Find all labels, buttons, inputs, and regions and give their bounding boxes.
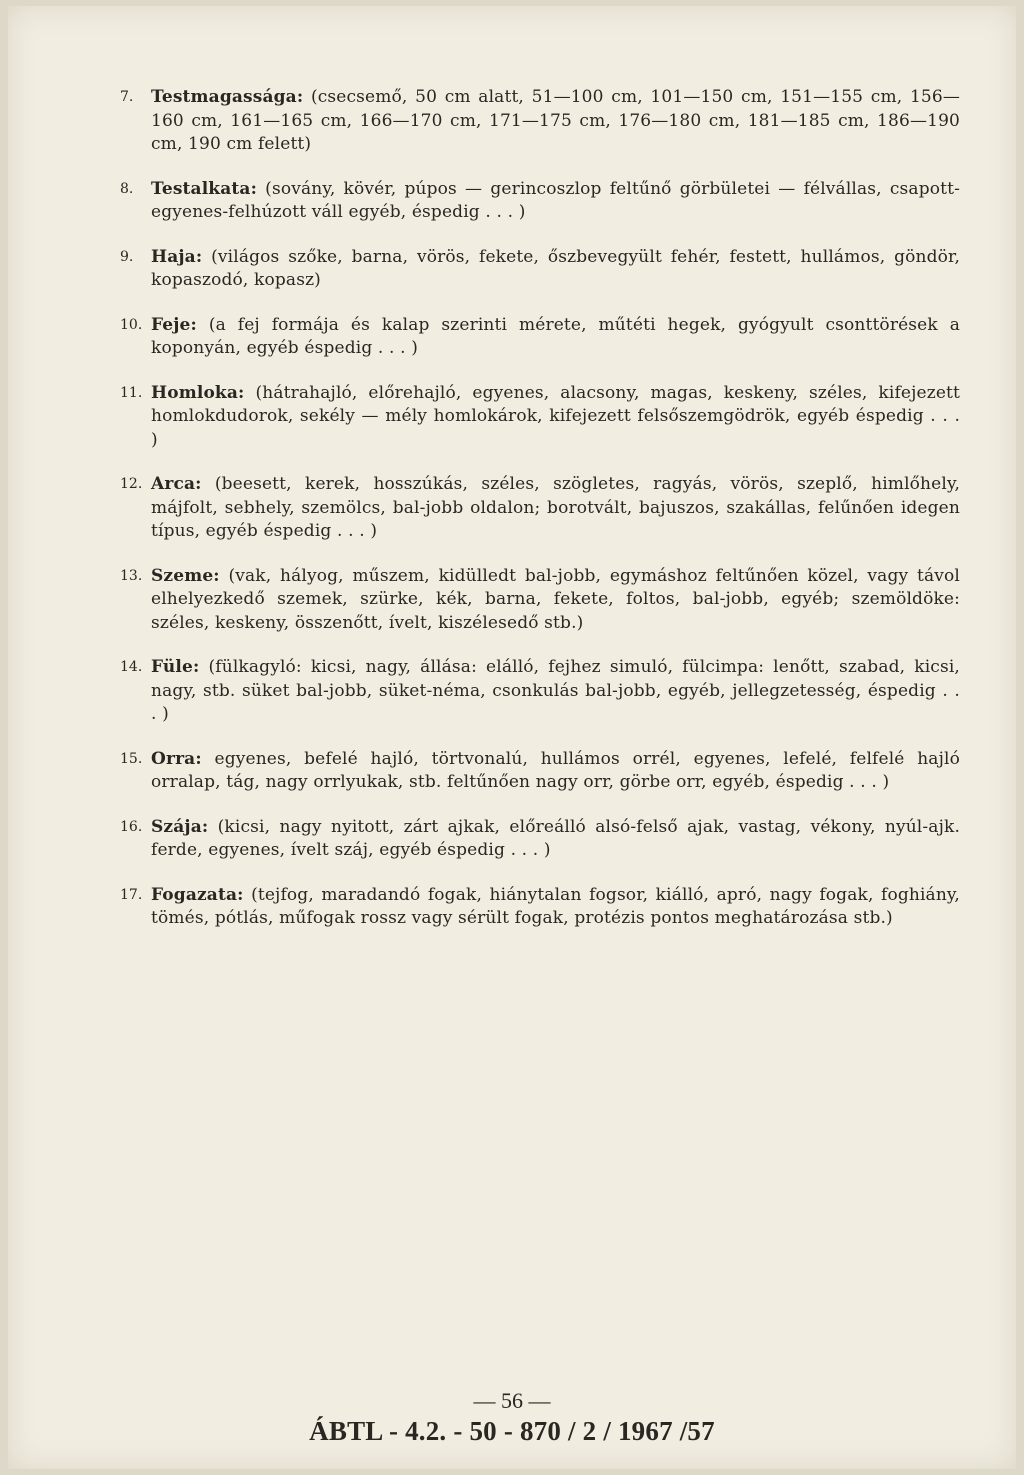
item-number: 15. xyxy=(120,750,143,767)
item-text: egyenes, befelé hajló, törtvonalú, hullámos orrél, egyenes, lefelé, felfelé hajló orralap, tág, nagy orrlyukak, stb. feltűnően nagy orr, görbe orr, egyéb, éspedig . . . ) xyxy=(151,748,960,792)
item-text: (kicsi, nagy nyitott, zárt ajkak, előreálló alsó-felső ajak, vastag, vékony, nyúl-ajk. ferde, egyenes, ívelt száj, egyéb éspedig . . . ) xyxy=(151,816,960,860)
item-label: Füle: xyxy=(151,657,200,677)
list-item xyxy=(120,748,960,795)
list-item xyxy=(120,314,960,361)
list-item xyxy=(120,656,960,727)
list-item xyxy=(120,473,960,544)
item-number: 7. xyxy=(120,89,134,105)
item-label: Testmagassága: xyxy=(151,87,304,107)
list-item xyxy=(120,382,960,453)
item-label: Szeme: xyxy=(151,565,220,586)
archive-reference: ÁBTL - 4.2. - 50 - 870 / 2 / 1967 /57 xyxy=(309,1416,715,1446)
list-item xyxy=(120,884,960,931)
item-number: 16. xyxy=(120,818,143,835)
item-number: 13. xyxy=(120,567,143,584)
item-text: (beesett, kerek, hosszúkás, széles, szögletes, ragyás, vörös, szeplő, himlőhely, májfolt, sebhely, szemölcs, bal-jobb oldalon; borotvált, bajuszos, szakállas, felűnően idegen típus, egyéb éspedig . . . ) xyxy=(151,474,960,541)
item-label: Testalkata: xyxy=(151,178,257,199)
item-text: (hátrahajló, előrehajló, egyenes, alacsony, magas, keskeny, széles, kifejezett homlokdudorok, sekély — mély homlokárok, kifejezett felsőszemgödrök, egyéb éspedig . . . ) xyxy=(151,382,961,450)
item-text: (sovány, kövér, púpos — gerincoszlop feltűnő görbületei — félvállas, csapott-egyenes-felhúzott váll egyéb, éspedig . . . ) xyxy=(151,178,960,222)
item-text: (csecsemő, 50 cm alatt, 51—100 cm, 101—150 cm, 151—155 cm, 156—160 cm, 161—165 cm, 166—170 cm, 171—175 cm, 176—180 cm, 181—185 cm, 186—190 cm, 190 cm felett) xyxy=(151,87,960,154)
item-label: Haja: xyxy=(151,246,203,267)
item-label: Fogazata: xyxy=(151,884,244,905)
list-item xyxy=(120,178,960,225)
item-number: 17. xyxy=(120,886,143,903)
item-text: (tejfog, maradandó fogak, hiánytalan fogsor, kiálló, apró, nagy fogak, foghiány, tömés, pótlás, műfogak rossz vagy sérült fogak, protézis pontos meghatározása stb.) xyxy=(151,884,960,928)
item-label: Arca: xyxy=(151,474,202,494)
list-item xyxy=(120,86,960,157)
item-text: (vak, hályog, műszem, kidülledt bal-jobb, egymáshoz feltűnően közel, vagy távol elhelyezkedő szemek, szürke, kék, barna, fekete, foltos, bal-jobb, egyéb; szemöldöke: széles, keskeny, összenőtt, ívelt, kiszélesedő stb.) xyxy=(151,565,960,633)
item-label: Orra: xyxy=(151,748,202,769)
item-number: 10. xyxy=(120,316,143,333)
document-page xyxy=(8,6,1016,1469)
item-label: Homloka: xyxy=(151,382,245,403)
item-number: 14. xyxy=(120,659,143,675)
item-text: (világos szőke, barna, vörös, fekete, őszbevegyült fehér, festett, hullámos, göndör, kopaszodó, kopasz) xyxy=(151,246,960,290)
item-label: Szája: xyxy=(151,816,209,837)
page-number: — 56 — xyxy=(473,1388,551,1413)
list-item xyxy=(120,565,960,636)
list-item xyxy=(120,246,960,293)
item-number: 11. xyxy=(120,384,143,401)
item-text: (a fej formája és kalap szerinti mérete, műtéti hegek, gyógyult csonttörések a koponyán, egyéb éspedig . . . ) xyxy=(151,314,960,358)
item-text: (fülkagyló: kicsi, nagy, állása: elálló, fejhez simuló, fülcimpa: lenőtt, szabad, kicsi, nagy, stb. süket bal-jobb, süket-néma, csonkulás bal-jobb, egyéb, jellegzetesség, éspedig . . . ) xyxy=(151,657,960,724)
list-item xyxy=(120,816,960,863)
item-number: 12. xyxy=(120,476,143,492)
item-number: 8. xyxy=(120,180,134,197)
item-label: Feje: xyxy=(151,314,197,335)
item-number: 9. xyxy=(120,248,134,265)
item-list xyxy=(120,86,960,931)
